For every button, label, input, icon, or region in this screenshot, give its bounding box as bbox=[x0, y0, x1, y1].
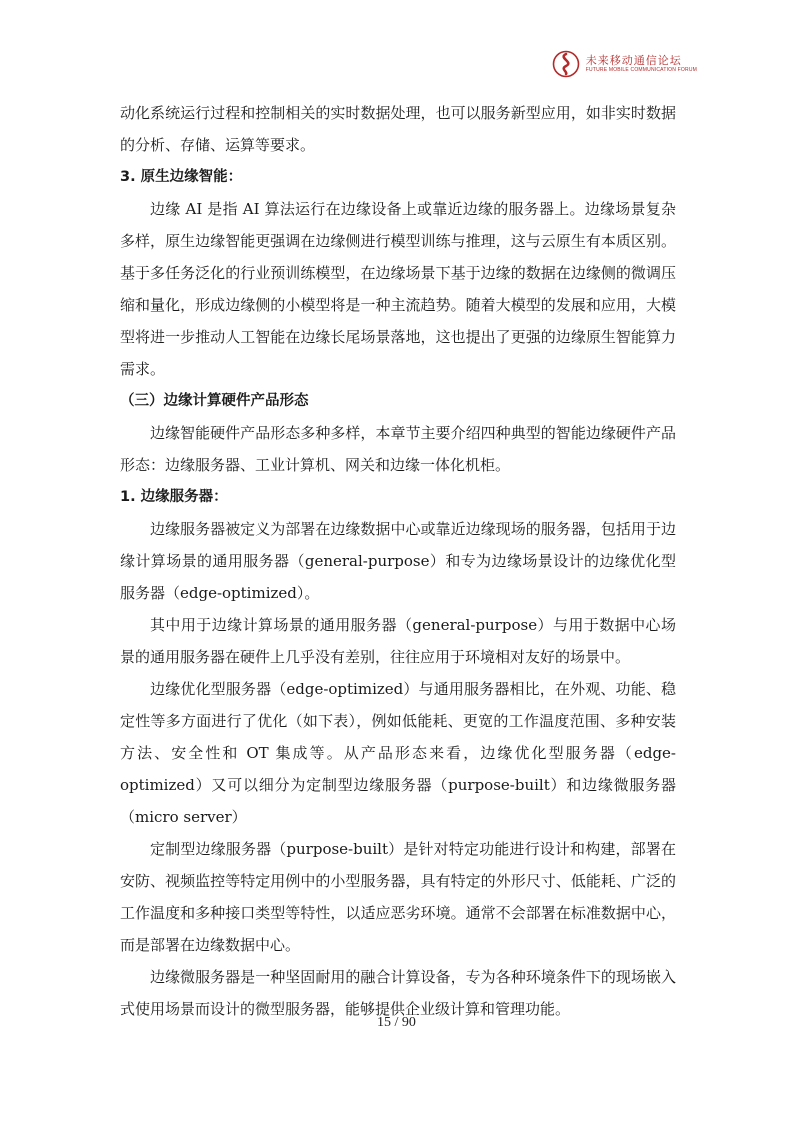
paragraph-purpose-built: 定制型边缘服务器（purpose-built）是针对特定功能进行设计和构建，部署在安防、视频监控等特定用例中的小型服务器，具有特定的外形尺寸、低能耗、广泛的工作温度和多种接口类型等特性，以适应恶劣环境。通常不会部署在标准数据中心，而是部署在边缘数据中心。 bbox=[120, 840, 676, 954]
heading-native-edge-intelligence: 3. 原生边缘智能： bbox=[120, 169, 243, 185]
paragraph-continuation: 动化系统运行过程和控制相关的实时数据处理，也可以服务新型应用，如非实时数据的分析、存储、运算等要求。 bbox=[120, 104, 676, 154]
section-heading-hardware-forms: （三）边缘计算硬件产品形态 bbox=[120, 393, 309, 409]
paragraph-edge-server-definition: 边缘服务器被定义为部署在边缘数据中心或靠近边缘现场的服务器，包括用于边缘计算场景的通用服务器（general-purpose）和专为边缘场景设计的边缘优化型服务器（edge-optimized）。 bbox=[120, 520, 676, 602]
paragraph-general-purpose: 其中用于边缘计算场景的通用服务器（general-purpose）与用于数据中心场景的通用服务器在硬件上几乎没有差别，往往应用于环境相对友好的场景中。 bbox=[120, 616, 676, 666]
paragraph-hardware-intro: 边缘智能硬件产品形态多种多样，本章节主要介绍四种典型的智能边缘硬件产品形态：边缘服务器、工业计算机、网关和边缘一体化机柜。 bbox=[120, 424, 676, 474]
logo-text bbox=[586, 55, 697, 73]
paragraph-edge-ai: 边缘 AI 是指 AI 算法运行在边缘设备上或靠近边缘的服务器上。边缘场景复杂多样，原生边缘智能更强调在边缘侧进行模型训练与推理，这与云原生有本质区别。基于多任务泛化的行业预训练模型，在边缘场景下基于边缘的数据在边缘侧的微调压缩和量化，形成边缘侧的小模型将是一种主流趋势。随着大模型的发展和应用，大模型将进一步推动人工智能在边缘长尾场景落地，这也提出了更强的边缘原生智能算力需求。 bbox=[120, 200, 676, 378]
page-number: 15 / 90 bbox=[377, 1015, 416, 1030]
document-body bbox=[120, 97, 676, 1025]
heading-edge-server: 1. 边缘服务器： bbox=[120, 489, 228, 505]
page-header bbox=[552, 50, 697, 78]
logo-chinese-name: 未来移动通信论坛 bbox=[585, 54, 682, 67]
logo-english-name: FUTURE MOBILE COMMUNICATION FORUM bbox=[585, 67, 697, 73]
forum-logo-icon bbox=[552, 50, 580, 78]
paragraph-micro-server: 边缘微服务器是一种坚固耐用的融合计算设备，专为各种环境条件下的现场嵌入式使用场景而设计的微型服务器，能够提供企业级计算和管理功能。 bbox=[120, 968, 676, 1018]
paragraph-edge-optimized: 边缘优化型服务器（edge-optimized）与通用服务器相比，在外观、功能、稳定性等多方面进行了优化（如下表），例如低能耗、更宽的工作温度范围、多种安装方法、安全性和 OT 集成等。从产品形态来看，边缘优化型服务器（edge-optimized）又可以细分为定制型边缘服务器（purpose-built）和边缘微服务器（micro server） bbox=[120, 680, 676, 826]
